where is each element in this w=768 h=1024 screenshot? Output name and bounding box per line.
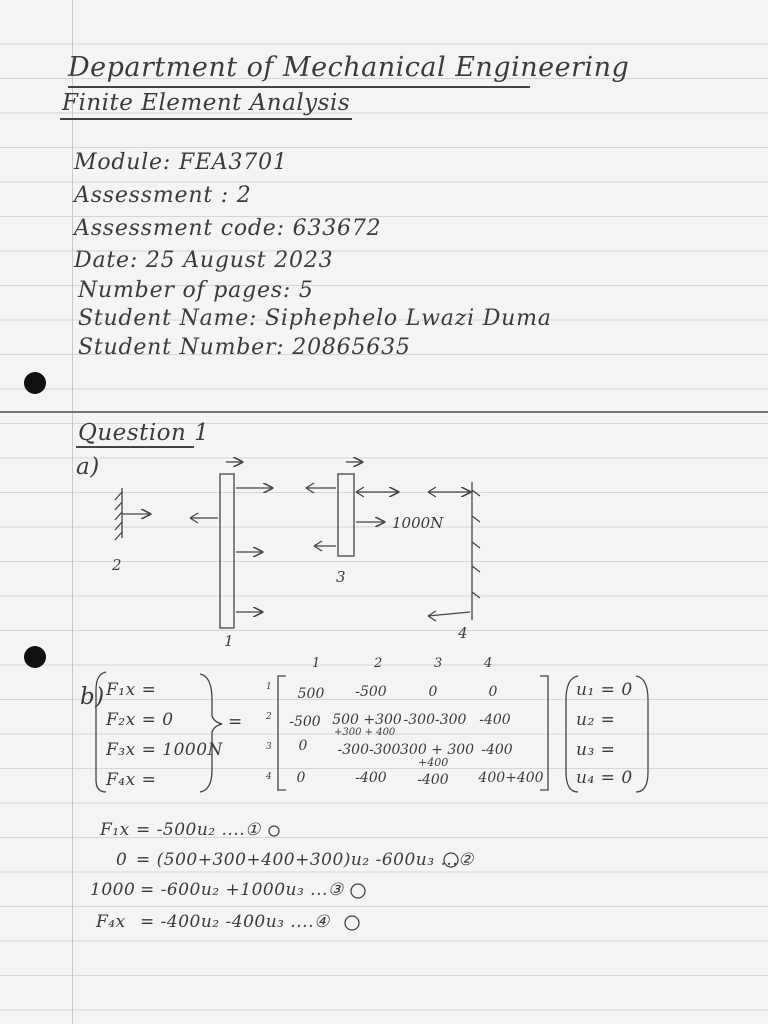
assessment-code-line: Assessment code: 633672 (74, 216, 382, 241)
force-f4x: F₄x = (106, 770, 157, 790)
equals-sign: = (228, 712, 243, 732)
matrix-cell: 300 + 300 (400, 742, 475, 758)
force-f2x: F₂x = 0 (106, 710, 174, 730)
matrix-cell: -400 (417, 772, 449, 788)
matrix-cell-sub: +300 + 400 (334, 727, 396, 738)
date-line: Date: 25 August 2023 (74, 248, 334, 273)
student-number-line: Student Number: 20865635 (78, 335, 411, 360)
student-name-line: Student Name: Siphephelo Lwazi Duma (78, 306, 552, 331)
question-title: Question 1 (78, 420, 210, 446)
module-line: Module: FEA3701 (74, 150, 288, 175)
equation-lhs: F₁x (100, 820, 130, 840)
matrix-cell: -300-300 (337, 742, 401, 758)
node-label-1: 1 (224, 632, 234, 650)
matrix-col-label: 2 (374, 656, 383, 671)
equation-lhs: 1000 (90, 880, 136, 900)
node-label-4: 4 (458, 624, 468, 642)
assessment-line: Assessment : 2 (74, 183, 252, 208)
equation-rhs: = -500u₂ ....① (136, 820, 261, 840)
node-label-3: 3 (336, 568, 346, 586)
pages-line: Number of pages: 5 (78, 278, 314, 303)
subject-heading: Finite Element Analysis (62, 90, 351, 116)
matrix-cell: 0 (428, 684, 438, 700)
matrix-cell: 400+400 (478, 770, 544, 786)
matrix-col-label: 3 (434, 656, 443, 671)
matrix-row-label: 4 (266, 772, 272, 782)
department-heading: Department of Mechanical Engineering (68, 52, 630, 83)
matrix-row-label: 3 (266, 742, 272, 752)
matrix-cell: 500 +300 (332, 712, 402, 728)
equation-rhs: = -600u₂ +1000u₃ ...③ (140, 880, 344, 900)
matrix-row-label: 2 (266, 712, 272, 722)
part-b-label: b) (80, 684, 105, 710)
matrix-col-label: 4 (484, 656, 493, 671)
matrix-cell: 500 (297, 686, 325, 702)
equation-lhs: 0 (116, 850, 128, 870)
matrix-cell: -500 (289, 714, 321, 730)
matrix-cell: -400 (481, 742, 513, 758)
equation-rhs: = (500+300+400+300)u₂ -600u₃ ...② (136, 850, 474, 870)
applied-force-label: 1000N (392, 514, 444, 532)
matrix-cell: -400 (479, 712, 511, 728)
force-f1x: F₁x = (106, 680, 157, 700)
equation-rhs: = -400u₂ -400u₃ ....④ (140, 912, 330, 932)
matrix-cell: -500 (355, 684, 387, 700)
matrix-row-label: 1 (266, 682, 272, 692)
force-f3x: F₃x = 1000N (106, 740, 223, 760)
matrix-cell: 0 (298, 738, 308, 754)
matrix-cell: -400 (355, 770, 387, 786)
displacement-u3: u₃ = (576, 740, 616, 760)
matrix-col-label: 1 (312, 656, 321, 671)
displacement-u2: u₂ = (576, 710, 616, 730)
displacement-u1: u₁ = 0 (576, 680, 633, 700)
matrix-cell-sub: +400 (418, 756, 449, 769)
displacement-u4: u₄ = 0 (576, 768, 633, 788)
node-label-2: 2 (112, 556, 122, 574)
matrix-cell: 0 (488, 684, 498, 700)
matrix-cell: -300-300 (403, 712, 467, 728)
equation-lhs: F₄x (96, 912, 126, 932)
part-a-label: a) (76, 454, 100, 480)
matrix-cell: 0 (296, 770, 306, 786)
